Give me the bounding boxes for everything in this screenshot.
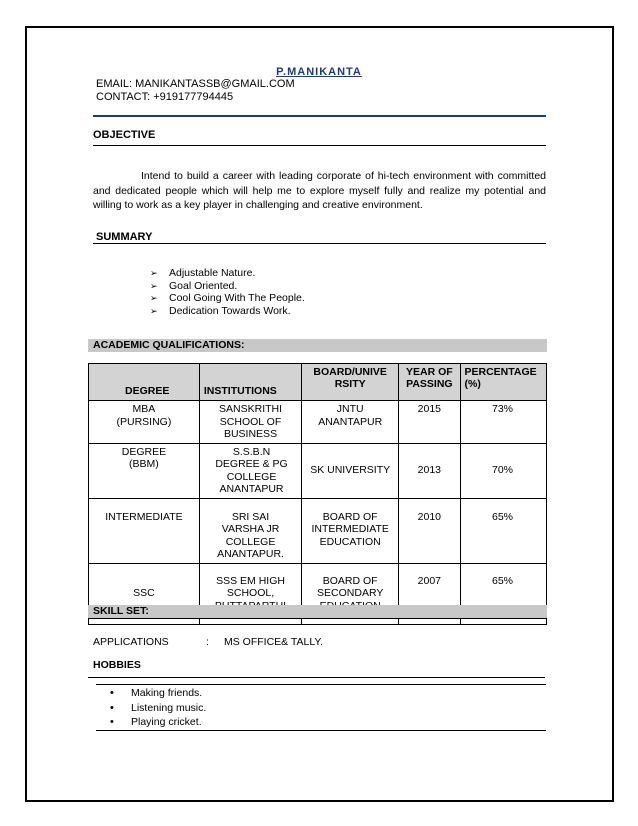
skills-title-bar: [88, 605, 547, 618]
cell-year: 2010: [399, 498, 460, 563]
cell-year: 2007: [399, 563, 460, 624]
col-percentage: PERCENTAGE (%): [460, 364, 547, 401]
list-item: ➢ Dedication Towards Work.: [150, 305, 305, 318]
objective-text: Intend to build a career with leading corporate of hi-tech environment with committed and dedicated people which will help me to explore myself fully and realize my potential and willing to work as a key player in challenging and creative environment.: [93, 170, 546, 211]
cell-degree: MBA (PURSING): [89, 401, 200, 444]
table-row: [89, 443, 547, 498]
contact-line: CONTACT: +919177794445: [96, 91, 234, 103]
list-item: • Playing cricket.: [110, 715, 206, 730]
objective-title: OBJECTIVE: [93, 129, 156, 141]
cell-percentage: 65%: [460, 563, 547, 624]
list-item: ➢ Cool Going With The People.: [150, 292, 305, 305]
skill-label: APPLICATIONS: [93, 636, 169, 648]
header-divider: [93, 115, 546, 117]
table-header-row: [89, 364, 547, 401]
cell-degree: DEGREE (BBM): [89, 443, 200, 498]
summary-list: [150, 267, 305, 317]
skills-divider: [88, 618, 547, 619]
objective-divider: [93, 145, 546, 146]
hobbies-title: HOBBIES: [93, 659, 141, 671]
cell-institution: SANSKRITHI SCHOOL OF BUSINESS: [199, 401, 301, 444]
cell-year: 2013: [399, 443, 460, 498]
cell-board: SK UNIVERSITY: [302, 443, 399, 498]
cell-board: BOARD OF SECONDARY: [302, 563, 399, 624]
cell-board: BOARD OF INTERMEDIATE EDUCATION: [302, 498, 399, 563]
cell-year: 2015: [399, 401, 460, 444]
table-row: [89, 498, 547, 563]
cell-board: JNTU ANANTAPUR: [302, 401, 399, 444]
summary-divider: [93, 243, 546, 244]
col-degree: DEGREE: [89, 364, 200, 401]
cell-percentage: 73%: [460, 401, 547, 444]
skills-title: SKILL SET:: [93, 605, 149, 617]
list-item: ➢ Goal Oriented.: [150, 280, 305, 293]
table-row: [89, 401, 547, 444]
cell-percentage: 65%: [460, 498, 547, 563]
col-year: YEAR OF PASSING: [399, 364, 460, 401]
list-item: • Listening music.: [110, 701, 206, 716]
hobbies-divider-top: [88, 677, 545, 678]
cell-institution: SRI SAI VARSHA JR COLLEGE ANANTAPUR.: [199, 498, 301, 563]
candidate-name: P.MANIKANTA: [276, 66, 362, 78]
academic-title: ACADEMIC QUALIFICATIONS:: [93, 339, 245, 351]
list-item: ➢ Adjustable Nature.: [150, 267, 305, 280]
skill-separator: :: [206, 636, 209, 648]
cell-percentage: 70%: [460, 443, 547, 498]
skill-value: MS OFFICE& TALLY.: [224, 636, 324, 648]
qualifications-table: [88, 363, 547, 625]
col-institutions: INSTITUTIONS: [199, 364, 301, 401]
summary-title: SUMMARY: [96, 231, 153, 243]
cell-institution: S.S.B.N DEGREE & PG COLLEGE ANANTAPUR: [199, 443, 301, 498]
list-item: • Making friends.: [110, 686, 206, 701]
col-board: BOARD/UNIVERSITY: [302, 364, 399, 401]
cell-institution: SSS EM HIGH SCHOOL,: [199, 563, 301, 624]
cell-degree: SSC: [89, 563, 200, 624]
cell-degree: INTERMEDIATE: [89, 498, 200, 563]
email-line: EMAIL: MANIKANTASSB@GMAIL.COM: [96, 78, 295, 90]
hobbies-divider-bottom: [96, 730, 546, 731]
hobbies-divider-inner: [96, 684, 546, 685]
hobbies-list: [110, 686, 206, 730]
